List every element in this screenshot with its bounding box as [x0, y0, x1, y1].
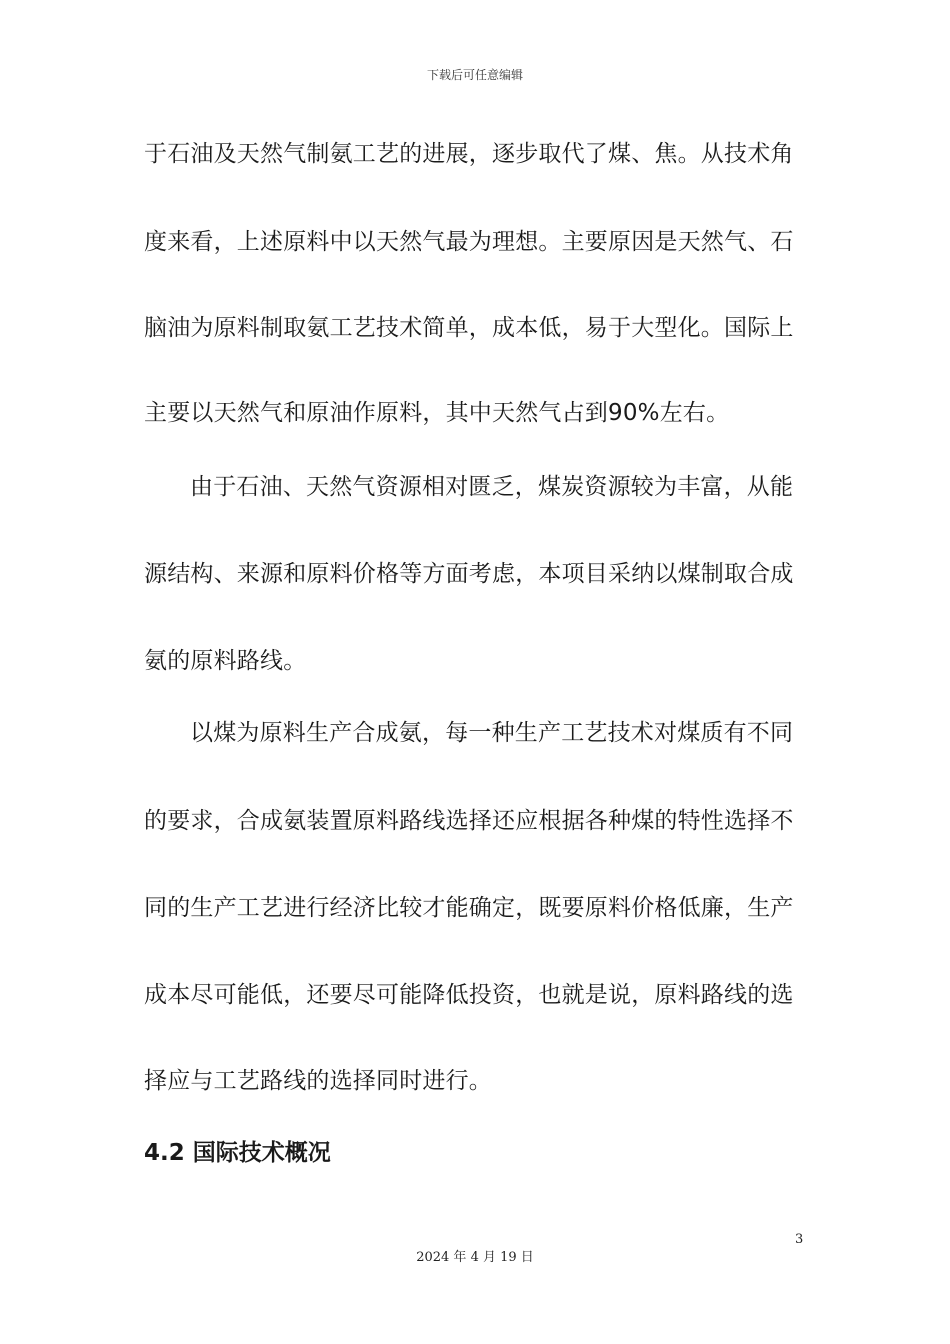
- paragraph-line: 度来看，上述原料中以天然气最为理想。主要原因是天然气、石: [144, 229, 794, 255]
- paragraph-line: 于石油及天然气制氨工艺的进展，逐步取代了煤、焦。从技术角: [144, 141, 794, 167]
- paragraph-line: 的要求，合成氨装置原料路线选择还应根据各种煤的特性选择不: [144, 808, 794, 834]
- paragraph-line: 源结构、来源和原料价格等方面考虑，本项目采纳以煤制取合成: [144, 561, 794, 587]
- footer-date: 2024 年 4 月 19 日: [416, 1250, 534, 1265]
- paragraph-line: 同的生产工艺进行经济比较才能确定，既要原料价格低廉，生产: [144, 895, 794, 921]
- section-heading: 4.2 国际技术概况: [144, 1140, 331, 1166]
- paragraph-line: 主要以天然气和原油作原料，其中天然气占到90%左右。: [144, 400, 730, 426]
- page-header: 下载后可任意编辑: [426, 68, 523, 82]
- paragraph-line: 择应与工艺路线的选择同时进行。: [144, 1068, 492, 1094]
- paragraph-line: 成本尽可能低，还要尽可能降低投资，也就是说，原料路线的选: [144, 982, 794, 1008]
- paragraph-line: 脑油为原料制取氨工艺技术简单，成本低，易于大型化。国际上: [144, 315, 794, 341]
- paragraph-line: 氨的原料路线。: [144, 648, 307, 674]
- paragraph-line: 以煤为原料生产合成氨，每一种生产工艺技术对煤质有不同: [190, 720, 794, 746]
- paragraph-line: 由于石油、天然气资源相对匮乏，煤炭资源较为丰富，从能: [190, 474, 794, 500]
- page-number: 3: [795, 1232, 804, 1247]
